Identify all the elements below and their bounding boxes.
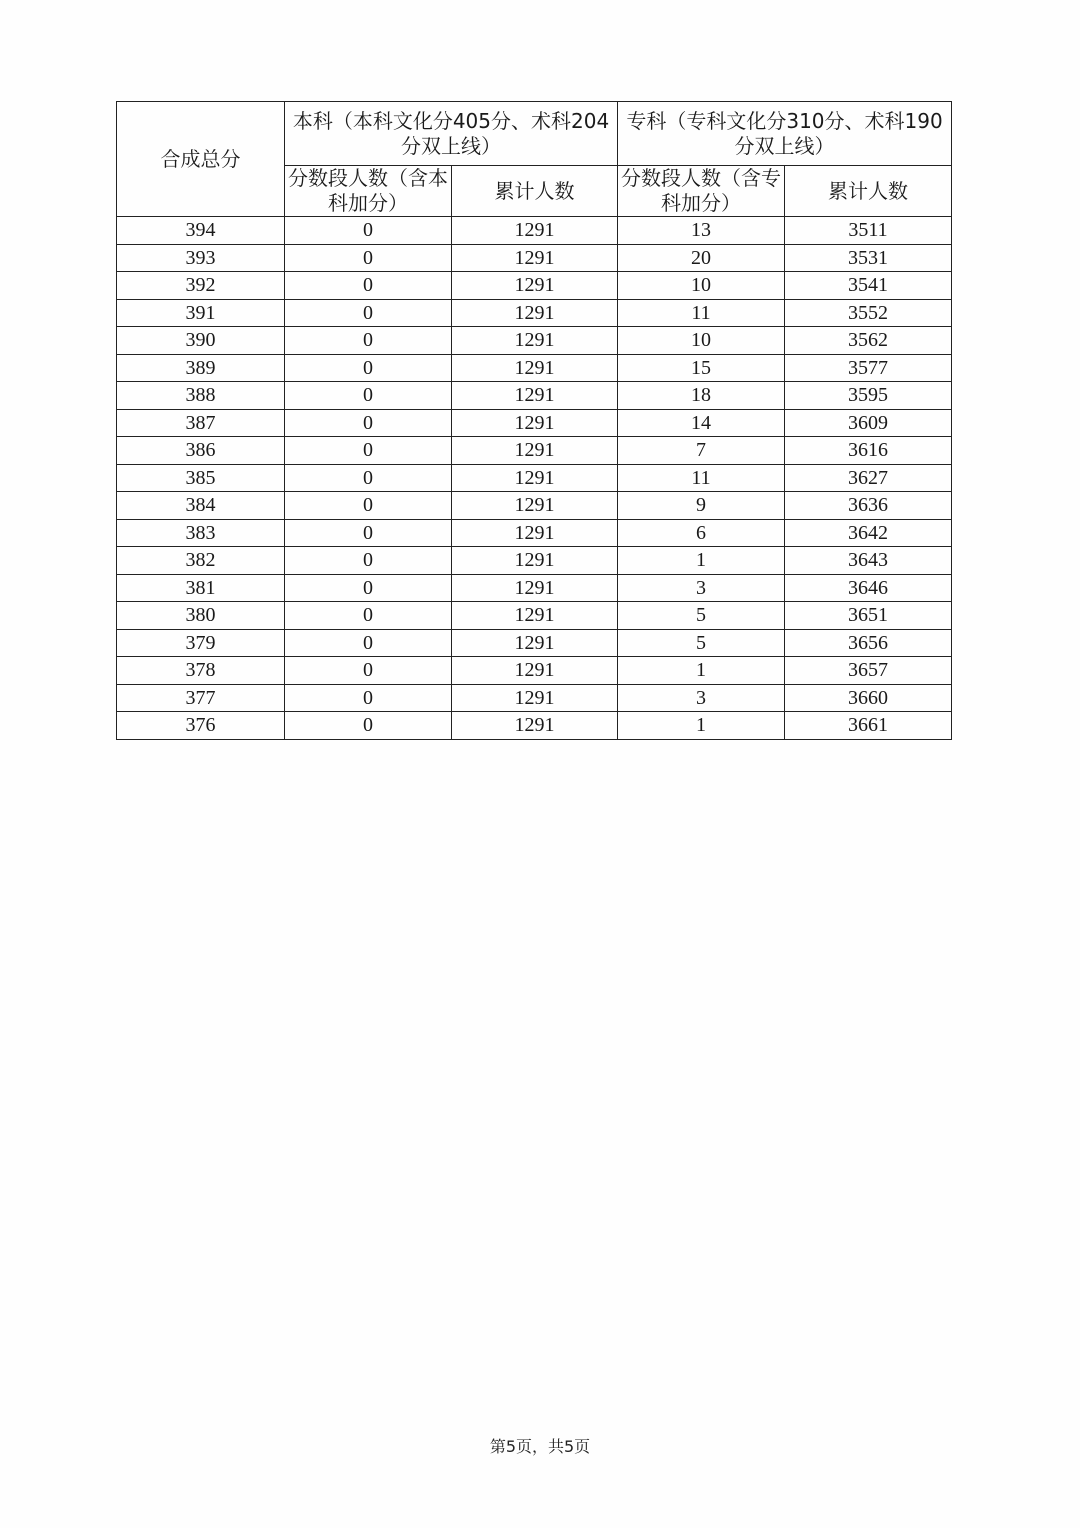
- cell-college-cumulative: 3577: [785, 354, 952, 382]
- cell-score: 389: [117, 354, 285, 382]
- cell-undergrad-segment: 0: [285, 244, 452, 272]
- cell-score: 383: [117, 519, 285, 547]
- cell-score: 388: [117, 382, 285, 410]
- cell-undergrad-segment: 0: [285, 437, 452, 465]
- cell-undergrad-segment: 0: [285, 492, 452, 520]
- cell-undergrad-segment: 0: [285, 464, 452, 492]
- cell-college-segment: 7: [618, 437, 785, 465]
- cell-score: 378: [117, 657, 285, 685]
- cell-undergrad-cumulative: 1291: [452, 519, 618, 547]
- cell-college-cumulative: 3552: [785, 299, 952, 327]
- cell-undergrad-cumulative: 1291: [452, 574, 618, 602]
- cell-undergrad-cumulative: 1291: [452, 657, 618, 685]
- cell-undergrad-cumulative: 1291: [452, 602, 618, 630]
- cell-college-cumulative: 3646: [785, 574, 952, 602]
- cell-undergrad-cumulative: 1291: [452, 382, 618, 410]
- cell-college-segment: 3: [618, 574, 785, 602]
- table-row: [117, 272, 952, 300]
- score-distribution-table: [116, 101, 952, 740]
- cell-college-segment: 5: [618, 602, 785, 630]
- cell-college-cumulative: 3643: [785, 547, 952, 575]
- cell-college-segment: 9: [618, 492, 785, 520]
- table-row: [117, 547, 952, 575]
- cell-score: 377: [117, 684, 285, 712]
- cell-college-cumulative: 3541: [785, 272, 952, 300]
- table-row: [117, 464, 952, 492]
- cell-score: 381: [117, 574, 285, 602]
- cell-undergrad-cumulative: 1291: [452, 217, 618, 245]
- cell-college-cumulative: 3660: [785, 684, 952, 712]
- header-undergrad-cumulative: 累计人数: [452, 166, 618, 217]
- cell-score: 393: [117, 244, 285, 272]
- cell-college-segment: 10: [618, 272, 785, 300]
- cell-college-cumulative: 3636: [785, 492, 952, 520]
- cell-undergrad-cumulative: 1291: [452, 684, 618, 712]
- page-footer: 第5页，共5页: [489, 1437, 591, 1456]
- header-undergrad-group: 本科（本科文化分405分、术科204分双上线）: [285, 102, 618, 166]
- cell-undergrad-segment: 0: [285, 382, 452, 410]
- cell-undergrad-cumulative: 1291: [452, 299, 618, 327]
- cell-college-segment: 3: [618, 684, 785, 712]
- table-row: [117, 712, 952, 740]
- cell-score: 390: [117, 327, 285, 355]
- cell-college-cumulative: 3657: [785, 657, 952, 685]
- cell-undergrad-cumulative: 1291: [452, 712, 618, 740]
- table-row: [117, 519, 952, 547]
- cell-undergrad-segment: 0: [285, 602, 452, 630]
- cell-score: 379: [117, 629, 285, 657]
- cell-undergrad-segment: 0: [285, 574, 452, 602]
- cell-college-segment: 13: [618, 217, 785, 245]
- cell-college-segment: 1: [618, 712, 785, 740]
- cell-score: 385: [117, 464, 285, 492]
- cell-undergrad-segment: 0: [285, 217, 452, 245]
- cell-score: 382: [117, 547, 285, 575]
- cell-undergrad-cumulative: 1291: [452, 272, 618, 300]
- table-row: [117, 492, 952, 520]
- cell-undergrad-segment: 0: [285, 327, 452, 355]
- cell-undergrad-segment: 0: [285, 547, 452, 575]
- cell-undergrad-segment: 0: [285, 684, 452, 712]
- table-row: [117, 574, 952, 602]
- header-college-cumulative: 累计人数: [785, 166, 952, 217]
- cell-undergrad-cumulative: 1291: [452, 547, 618, 575]
- table-row: [117, 629, 952, 657]
- cell-college-segment: 15: [618, 354, 785, 382]
- table-row: [117, 409, 952, 437]
- cell-college-segment: 14: [618, 409, 785, 437]
- cell-college-segment: 11: [618, 299, 785, 327]
- table-row: [117, 382, 952, 410]
- cell-college-cumulative: 3656: [785, 629, 952, 657]
- cell-undergrad-segment: 0: [285, 354, 452, 382]
- cell-undergrad-cumulative: 1291: [452, 437, 618, 465]
- table-row: [117, 217, 952, 245]
- cell-college-cumulative: 3651: [785, 602, 952, 630]
- cell-score: 384: [117, 492, 285, 520]
- cell-college-cumulative: 3531: [785, 244, 952, 272]
- cell-undergrad-segment: 0: [285, 519, 452, 547]
- cell-college-cumulative: 3609: [785, 409, 952, 437]
- cell-college-segment: 6: [618, 519, 785, 547]
- cell-college-segment: 10: [618, 327, 785, 355]
- table-row: [117, 684, 952, 712]
- cell-score: 376: [117, 712, 285, 740]
- cell-undergrad-cumulative: 1291: [452, 629, 618, 657]
- cell-undergrad-cumulative: 1291: [452, 492, 618, 520]
- cell-undergrad-cumulative: 1291: [452, 409, 618, 437]
- cell-college-segment: 20: [618, 244, 785, 272]
- cell-college-segment: 1: [618, 657, 785, 685]
- cell-undergrad-segment: 0: [285, 657, 452, 685]
- table-row: [117, 244, 952, 272]
- header-score: 合成总分: [117, 102, 285, 217]
- cell-undergrad-cumulative: 1291: [452, 464, 618, 492]
- cell-college-cumulative: 3661: [785, 712, 952, 740]
- header-college-group: 专科（专科文化分310分、术科190分双上线）: [618, 102, 952, 166]
- table-row: [117, 299, 952, 327]
- cell-score: 386: [117, 437, 285, 465]
- cell-score: 391: [117, 299, 285, 327]
- cell-college-cumulative: 3616: [785, 437, 952, 465]
- cell-undergrad-cumulative: 1291: [452, 354, 618, 382]
- cell-college-cumulative: 3627: [785, 464, 952, 492]
- cell-undergrad-segment: 0: [285, 712, 452, 740]
- table-row: [117, 602, 952, 630]
- cell-college-cumulative: 3511: [785, 217, 952, 245]
- cell-score: 380: [117, 602, 285, 630]
- cell-undergrad-segment: 0: [285, 409, 452, 437]
- header-undergrad-segment: 分数段人数（含本科加分）: [285, 166, 452, 217]
- cell-undergrad-cumulative: 1291: [452, 327, 618, 355]
- table-row: [117, 327, 952, 355]
- cell-score: 394: [117, 217, 285, 245]
- table-row: [117, 354, 952, 382]
- cell-undergrad-cumulative: 1291: [452, 244, 618, 272]
- table-row: [117, 437, 952, 465]
- table-row: [117, 657, 952, 685]
- cell-undergrad-segment: 0: [285, 272, 452, 300]
- cell-college-segment: 5: [618, 629, 785, 657]
- cell-college-cumulative: 3562: [785, 327, 952, 355]
- cell-college-cumulative: 3595: [785, 382, 952, 410]
- cell-college-segment: 18: [618, 382, 785, 410]
- cell-undergrad-segment: 0: [285, 629, 452, 657]
- header-college-segment: 分数段人数（含专科加分）: [618, 166, 785, 217]
- cell-college-segment: 11: [618, 464, 785, 492]
- cell-college-cumulative: 3642: [785, 519, 952, 547]
- cell-college-segment: 1: [618, 547, 785, 575]
- cell-undergrad-segment: 0: [285, 299, 452, 327]
- cell-score: 387: [117, 409, 285, 437]
- table-body: [117, 217, 952, 740]
- cell-score: 392: [117, 272, 285, 300]
